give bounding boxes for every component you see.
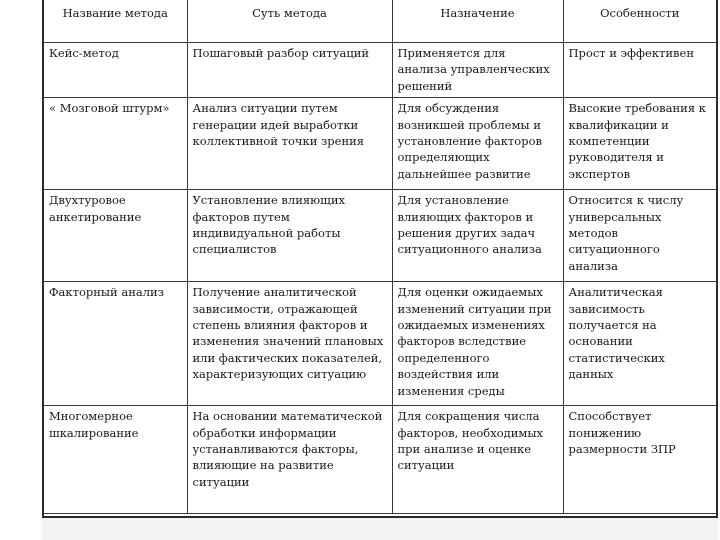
cell-features: Высокие требования к квалификации и компетенции руководителя и экспертов: [563, 98, 716, 190]
cell-method-name: Кейс-метод: [44, 43, 187, 98]
bottom-margin: [42, 518, 718, 540]
cell-method-name: Многомерное шкалирование: [44, 406, 187, 514]
cell-purpose: Для обсуждения возникшей проблемы и установление факторов определяющих дальнейшее развитие: [392, 98, 563, 190]
header-features: Особенности: [563, 0, 716, 43]
header-method-name: Название метода: [44, 0, 187, 43]
cell-essence: На основании математической обработки информации устанавливаются факторы, влияющие на развитие ситуации: [187, 406, 392, 514]
cell-purpose: Для установление влияющих факторов и решения других задач ситуационного анализа: [392, 190, 563, 282]
cell-features: Прост и эффективен: [563, 43, 716, 98]
header-essence: Суть метода: [187, 0, 392, 43]
table-header-row: [44, 0, 716, 43]
header-purpose: Назначение: [392, 0, 563, 43]
cell-features: Относится к числу универсальных методов ситуационного анализа: [563, 190, 716, 282]
cell-features: Аналитическая зависимость получается на основании статистических данных: [563, 282, 716, 406]
methods-table: [44, 0, 716, 514]
cell-purpose: Для оценки ожидаемых изменений ситуации при ожидаемых изменениях факторов вследствие определенного воздействия или изменения среды: [392, 282, 563, 406]
cell-essence: Получение аналитической зависимости, отражающей степень влияния факторов и изменения значений плановых или фактических показателей, характеризующих ситуацию: [187, 282, 392, 406]
cell-essence: Установление влияющих факторов путем индивидуальной работы специалистов: [187, 190, 392, 282]
cell-method-name: Двухтуровое анкетирование: [44, 190, 187, 282]
table-row: [44, 43, 716, 98]
table-row: [44, 98, 716, 190]
cell-purpose: Для сокращения числа факторов, необходимых при анализе и оценке ситуации: [392, 406, 563, 514]
cell-essence: Пошаговый разбор ситуаций: [187, 43, 392, 98]
cell-features: Способствует понижению размерности ЗПР: [563, 406, 716, 514]
cell-method-name: Факторный анализ: [44, 282, 187, 406]
cell-method-name: « Мозговой штурм»: [44, 98, 187, 190]
cell-purpose: Применяется для анализа управленческих решений: [392, 43, 563, 98]
cell-essence: Анализ ситуации путем генерации идей выработки коллективной точки зрения: [187, 98, 392, 190]
table-row: [44, 282, 716, 406]
methods-table-frame: [42, 0, 718, 518]
table-row: [44, 190, 716, 282]
table-row: [44, 406, 716, 514]
